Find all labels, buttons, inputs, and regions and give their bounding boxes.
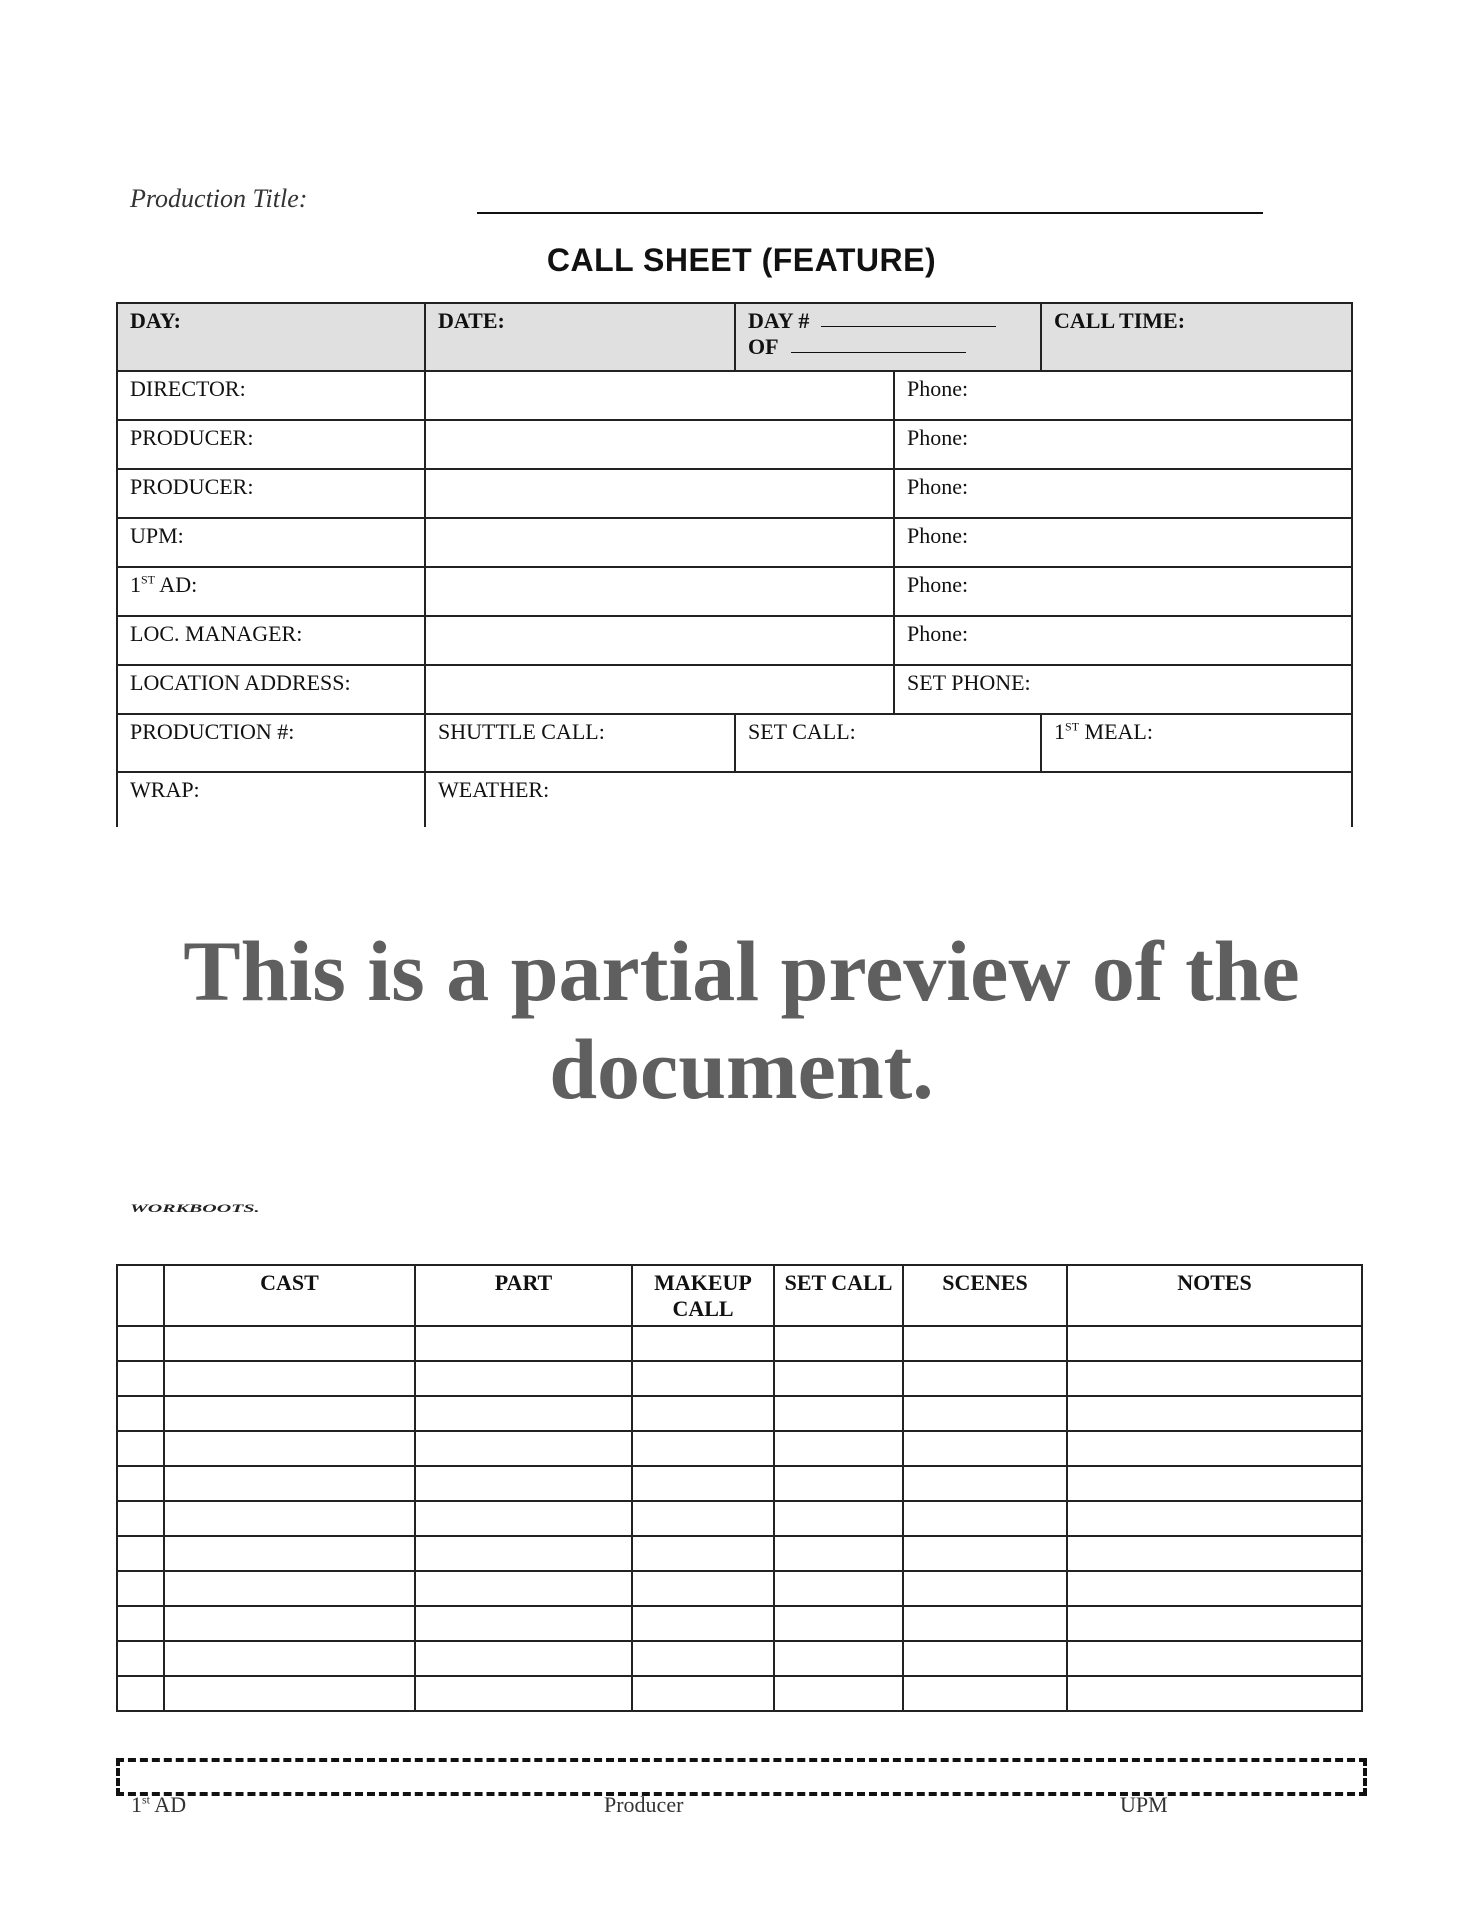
cast-cell[interactable] bbox=[117, 1431, 164, 1466]
cast-cell[interactable] bbox=[117, 1326, 164, 1361]
cast-cell[interactable] bbox=[415, 1536, 632, 1571]
contact-label: LOCATION ADDRESS: bbox=[117, 665, 425, 714]
cast-cell[interactable] bbox=[164, 1326, 415, 1361]
phone-cell[interactable]: Phone: bbox=[894, 469, 1352, 518]
contact-label: 1ST AD: bbox=[117, 567, 425, 616]
day-number-line[interactable] bbox=[821, 308, 996, 327]
cast-cell[interactable] bbox=[415, 1466, 632, 1501]
cast-cell[interactable] bbox=[1067, 1536, 1362, 1571]
cast-row bbox=[117, 1676, 1362, 1711]
partial-text: WORKBOOTS. bbox=[130, 1202, 260, 1216]
call-info-table bbox=[116, 302, 1353, 827]
cast-row bbox=[117, 1606, 1362, 1641]
phone-cell[interactable]: Phone: bbox=[894, 518, 1352, 567]
phone-cell[interactable]: Phone: bbox=[894, 420, 1352, 469]
signature-1st-ad: 1st AD bbox=[131, 1792, 187, 1817]
contact-label: DIRECTOR: bbox=[117, 371, 425, 420]
cast-col-notes: NOTES bbox=[1067, 1265, 1362, 1326]
cast-cell[interactable] bbox=[632, 1536, 774, 1571]
contact-value[interactable] bbox=[425, 420, 894, 469]
date-cell[interactable]: DATE: bbox=[425, 303, 735, 371]
cast-cell[interactable] bbox=[774, 1396, 903, 1431]
contact-label: PRODUCER: bbox=[117, 469, 425, 518]
cast-cell[interactable] bbox=[117, 1466, 164, 1501]
shuttle-call-cell[interactable]: SHUTTLE CALL: bbox=[425, 714, 735, 772]
phone-cell[interactable]: Phone: bbox=[894, 616, 1352, 665]
signature-upm: UPM bbox=[1120, 1792, 1168, 1817]
wrap-cell[interactable]: WRAP: bbox=[117, 772, 425, 827]
cast-cell[interactable] bbox=[1067, 1501, 1362, 1536]
cast-cell[interactable] bbox=[415, 1326, 632, 1361]
cast-cell[interactable] bbox=[1067, 1676, 1362, 1711]
set-call-cell[interactable]: SET CALL: bbox=[735, 714, 1041, 772]
cast-cell[interactable] bbox=[903, 1326, 1067, 1361]
production-title-field[interactable] bbox=[477, 212, 1263, 214]
cast-cell[interactable] bbox=[164, 1606, 415, 1641]
cast-cell[interactable] bbox=[903, 1466, 1067, 1501]
cast-row bbox=[117, 1431, 1362, 1466]
cast-cell[interactable] bbox=[415, 1676, 632, 1711]
of-line[interactable] bbox=[791, 334, 966, 353]
cast-cell[interactable] bbox=[415, 1641, 632, 1676]
cast-cell[interactable] bbox=[117, 1536, 164, 1571]
cast-row bbox=[117, 1501, 1362, 1536]
cast-cell[interactable] bbox=[903, 1641, 1067, 1676]
signature-box[interactable] bbox=[116, 1758, 1367, 1796]
contact-value[interactable] bbox=[425, 616, 894, 665]
document-title: CALL SHEET (FEATURE) bbox=[546, 242, 937, 278]
cast-cell[interactable] bbox=[1067, 1431, 1362, 1466]
production-number-cell[interactable]: PRODUCTION #: bbox=[117, 714, 425, 772]
cast-cell[interactable] bbox=[117, 1361, 164, 1396]
cast-cell[interactable] bbox=[774, 1571, 903, 1606]
cast-col-number bbox=[117, 1265, 164, 1326]
cast-cell[interactable] bbox=[164, 1361, 415, 1396]
contact-label: PRODUCER: bbox=[117, 420, 425, 469]
cast-row bbox=[117, 1466, 1362, 1501]
cast-cell[interactable] bbox=[117, 1396, 164, 1431]
cast-cell[interactable] bbox=[117, 1676, 164, 1711]
cast-cell[interactable] bbox=[632, 1501, 774, 1536]
phone-cell[interactable]: Phone: bbox=[894, 371, 1352, 420]
cast-cell[interactable] bbox=[774, 1641, 903, 1676]
weather-cell[interactable]: WEATHER: bbox=[425, 772, 1352, 827]
contact-value[interactable] bbox=[425, 567, 894, 616]
cast-cell[interactable] bbox=[903, 1571, 1067, 1606]
cast-row bbox=[117, 1396, 1362, 1431]
cast-cell[interactable] bbox=[632, 1466, 774, 1501]
cast-cell[interactable] bbox=[903, 1676, 1067, 1711]
cast-cell[interactable] bbox=[117, 1641, 164, 1676]
first-meal-cell[interactable]: 1ST MEAL: bbox=[1041, 714, 1352, 772]
cast-row bbox=[117, 1326, 1362, 1361]
cast-cell[interactable] bbox=[632, 1431, 774, 1466]
cast-cell[interactable] bbox=[415, 1396, 632, 1431]
cast-cell[interactable] bbox=[1067, 1571, 1362, 1606]
cast-cell[interactable] bbox=[1067, 1641, 1362, 1676]
cast-col-part: PART bbox=[415, 1265, 632, 1326]
cast-row bbox=[117, 1641, 1362, 1676]
cast-col-set-call: SET CALL bbox=[774, 1265, 903, 1326]
cast-col-cast: CAST bbox=[164, 1265, 415, 1326]
signature-producer: Producer bbox=[604, 1792, 684, 1817]
production-title-label: Production Title: bbox=[130, 184, 308, 213]
cast-row bbox=[117, 1536, 1362, 1571]
cast-cell[interactable] bbox=[415, 1501, 632, 1536]
cast-cell[interactable] bbox=[117, 1606, 164, 1641]
cast-cell[interactable] bbox=[164, 1501, 415, 1536]
cast-cell[interactable] bbox=[1067, 1361, 1362, 1396]
cast-cell[interactable] bbox=[903, 1501, 1067, 1536]
cast-cell[interactable] bbox=[774, 1501, 903, 1536]
cast-cell[interactable] bbox=[774, 1431, 903, 1466]
cast-cell[interactable] bbox=[164, 1466, 415, 1501]
cast-row bbox=[117, 1571, 1362, 1606]
cast-cell[interactable] bbox=[415, 1431, 632, 1466]
contact-value[interactable] bbox=[425, 469, 894, 518]
contact-value[interactable] bbox=[425, 665, 894, 714]
cast-cell[interactable] bbox=[774, 1536, 903, 1571]
cast-cell[interactable] bbox=[774, 1606, 903, 1641]
cast-table bbox=[116, 1264, 1363, 1712]
cast-cell[interactable] bbox=[774, 1466, 903, 1501]
cast-cell[interactable] bbox=[164, 1676, 415, 1711]
phone-cell[interactable]: Phone: bbox=[894, 567, 1352, 616]
cast-cell[interactable] bbox=[164, 1536, 415, 1571]
cast-cell[interactable] bbox=[903, 1396, 1067, 1431]
day-number-cell[interactable]: DAY # OF bbox=[735, 303, 1041, 371]
cast-cell[interactable] bbox=[632, 1361, 774, 1396]
cast-cell[interactable] bbox=[117, 1571, 164, 1606]
preview-watermark: This is a partial preview of the document. bbox=[183, 923, 1300, 1117]
contact-value[interactable] bbox=[425, 371, 894, 420]
cast-cell[interactable] bbox=[774, 1326, 903, 1361]
cast-cell[interactable] bbox=[632, 1606, 774, 1641]
contact-value[interactable] bbox=[425, 518, 894, 567]
contact-label: LOC. MANAGER: bbox=[117, 616, 425, 665]
cast-col-scenes: SCENES bbox=[903, 1265, 1067, 1326]
cast-cell[interactable] bbox=[117, 1501, 164, 1536]
cast-row bbox=[117, 1361, 1362, 1396]
cast-cell[interactable] bbox=[632, 1641, 774, 1676]
cast-cell[interactable] bbox=[164, 1641, 415, 1676]
set-phone-cell[interactable]: SET PHONE: bbox=[894, 665, 1352, 714]
cast-cell[interactable] bbox=[903, 1431, 1067, 1466]
call-time-cell[interactable]: CALL TIME: bbox=[1041, 303, 1352, 371]
cast-cell[interactable] bbox=[632, 1326, 774, 1361]
cast-cell[interactable] bbox=[632, 1676, 774, 1711]
cast-cell[interactable] bbox=[903, 1536, 1067, 1571]
cast-col-makeup-call: MAKEUP CALL bbox=[632, 1265, 774, 1326]
cast-cell[interactable] bbox=[164, 1571, 415, 1606]
cast-cell[interactable] bbox=[164, 1431, 415, 1466]
contact-label: UPM: bbox=[117, 518, 425, 567]
cast-cell[interactable] bbox=[415, 1361, 632, 1396]
cast-cell[interactable] bbox=[903, 1361, 1067, 1396]
cast-cell[interactable] bbox=[1067, 1606, 1362, 1641]
cast-cell[interactable] bbox=[632, 1571, 774, 1606]
day-cell[interactable]: DAY: bbox=[117, 303, 425, 371]
cast-cell[interactable] bbox=[632, 1396, 774, 1431]
cast-cell[interactable] bbox=[1067, 1396, 1362, 1431]
cast-cell[interactable] bbox=[164, 1396, 415, 1431]
cast-cell[interactable] bbox=[415, 1606, 632, 1641]
cast-cell[interactable] bbox=[415, 1571, 632, 1606]
cast-cell[interactable] bbox=[1067, 1326, 1362, 1361]
cast-cell[interactable] bbox=[774, 1361, 903, 1396]
cast-cell[interactable] bbox=[903, 1606, 1067, 1641]
cast-cell[interactable] bbox=[774, 1676, 903, 1711]
cast-cell[interactable] bbox=[1067, 1466, 1362, 1501]
